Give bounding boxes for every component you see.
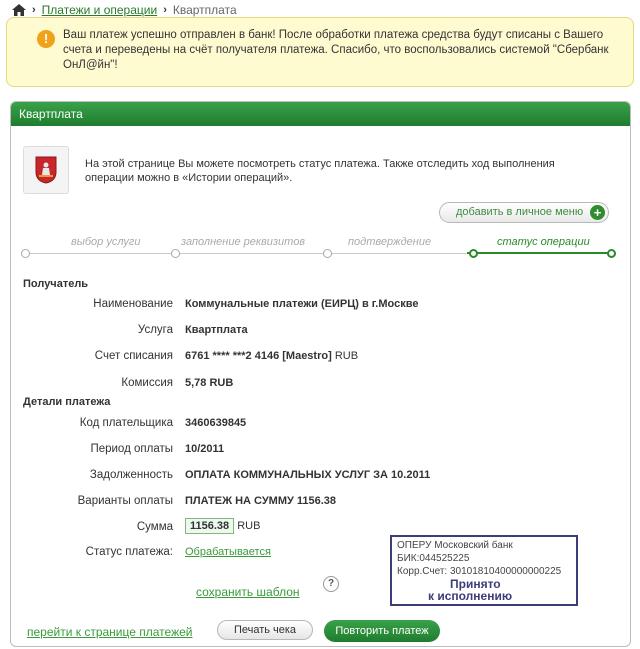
step-dot — [21, 249, 30, 258]
step-dot-active — [469, 249, 478, 258]
save-template-link[interactable]: сохранить шаблон — [196, 585, 300, 599]
status-field — [185, 546, 271, 558]
bank-stamp — [390, 535, 578, 606]
back-to-payments-link[interactable]: перейти к странице платежей — [27, 625, 193, 639]
sum-value: 1156.38 — [185, 518, 234, 534]
repeat-payment-button[interactable]: Повторить платеж — [324, 620, 440, 642]
field-label: Счет списания — [94, 350, 173, 362]
notice-text: Ваш платеж успешно отправлен в банк! После обработки платежа средства будут списаны с Вашего счета и переведены на счёт получателя платежа. Спасибо, что воспользовались системой "Сбербанк ОнЛ@йн"! — [63, 29, 609, 71]
breadcrumb-current: Квартплата — [172, 3, 237, 17]
print-receipt-button[interactable]: Печать чека — [217, 620, 313, 640]
field-value: Коммунальные платежи (ЕИРЦ) в г.Москве — [185, 298, 419, 310]
step-dot-active — [607, 249, 616, 258]
add-to-favorites-button[interactable] — [439, 202, 609, 223]
step-label: выбор услуги — [71, 236, 141, 248]
recipient-section-title: Получатель — [23, 278, 89, 290]
field-label: Услуга — [137, 324, 173, 336]
field-value: 10/2011 — [185, 443, 225, 455]
payment-panel — [10, 101, 631, 647]
field-label: Варианты оплаты — [77, 495, 173, 507]
breadcrumb — [12, 3, 237, 17]
status-label: Статус платежа: — [85, 546, 173, 558]
field-value: 3460639845 — [185, 417, 247, 429]
breadcrumb-separator-icon: › — [32, 4, 36, 16]
field-value: Квартплата — [185, 324, 248, 336]
step-label: подтверждение — [348, 236, 432, 248]
account-currency: RUB — [334, 350, 359, 362]
plus-icon: + — [590, 205, 605, 220]
account-number: 6761 **** ***2 4146 [Maestro] — [185, 350, 332, 362]
stamp-accepted: Принято — [450, 577, 501, 591]
sum-field — [185, 518, 260, 534]
step-indicator — [21, 236, 617, 266]
stamp-line: Корр.Счет: 30101810400000000225 — [397, 566, 562, 577]
status-value-link[interactable]: Обрабатывается — [185, 546, 271, 558]
field-label: Задолженность — [89, 469, 173, 481]
home-icon[interactable] — [12, 4, 26, 16]
sum-label: Сумма — [136, 521, 173, 533]
details-section-title: Детали платежа — [23, 396, 111, 408]
sum-currency: RUB — [237, 520, 261, 532]
moscow-coat-of-arms-logo — [23, 146, 69, 194]
stamp-line: ОПЕРУ Московский банк — [397, 540, 513, 551]
exclamation-icon: ! — [37, 30, 55, 48]
step-label: заполнение реквизитов — [181, 236, 306, 248]
add-to-favorites-label: добавить в личное меню — [456, 206, 584, 218]
field-value — [185, 350, 358, 362]
breadcrumb-separator-icon: › — [163, 4, 167, 16]
field-label: Период оплаты — [90, 443, 173, 455]
step-dot — [323, 249, 332, 258]
field-label: Наименование — [93, 298, 173, 310]
help-icon[interactable]: ? — [323, 576, 339, 592]
intro-text: На этой странице Вы можете посмотреть статус платежа. Также отследить ход выполнения операции можно в «Истории операций». — [85, 158, 555, 184]
field-label: Комиссия — [121, 377, 173, 389]
field-value: ОПЛАТА КОММУНАЛЬНЫХ УСЛУГ ЗА 10.2011 — [185, 469, 431, 481]
panel-title: Квартплата — [11, 102, 630, 126]
success-notice — [6, 17, 634, 87]
stamp-line: БИК:044525225 — [397, 553, 470, 564]
stamp-for-execution: к исполнению — [428, 589, 513, 603]
field-value: ПЛАТЕЖ НА СУММУ 1156.38 — [185, 495, 337, 507]
breadcrumb-payments-link[interactable]: Платежи и операции — [41, 3, 158, 17]
step-dot — [171, 249, 180, 258]
field-value: 5,78 RUB — [185, 377, 234, 389]
step-label-active: статус операции — [497, 236, 590, 248]
field-label: Код плательщика — [79, 417, 173, 429]
